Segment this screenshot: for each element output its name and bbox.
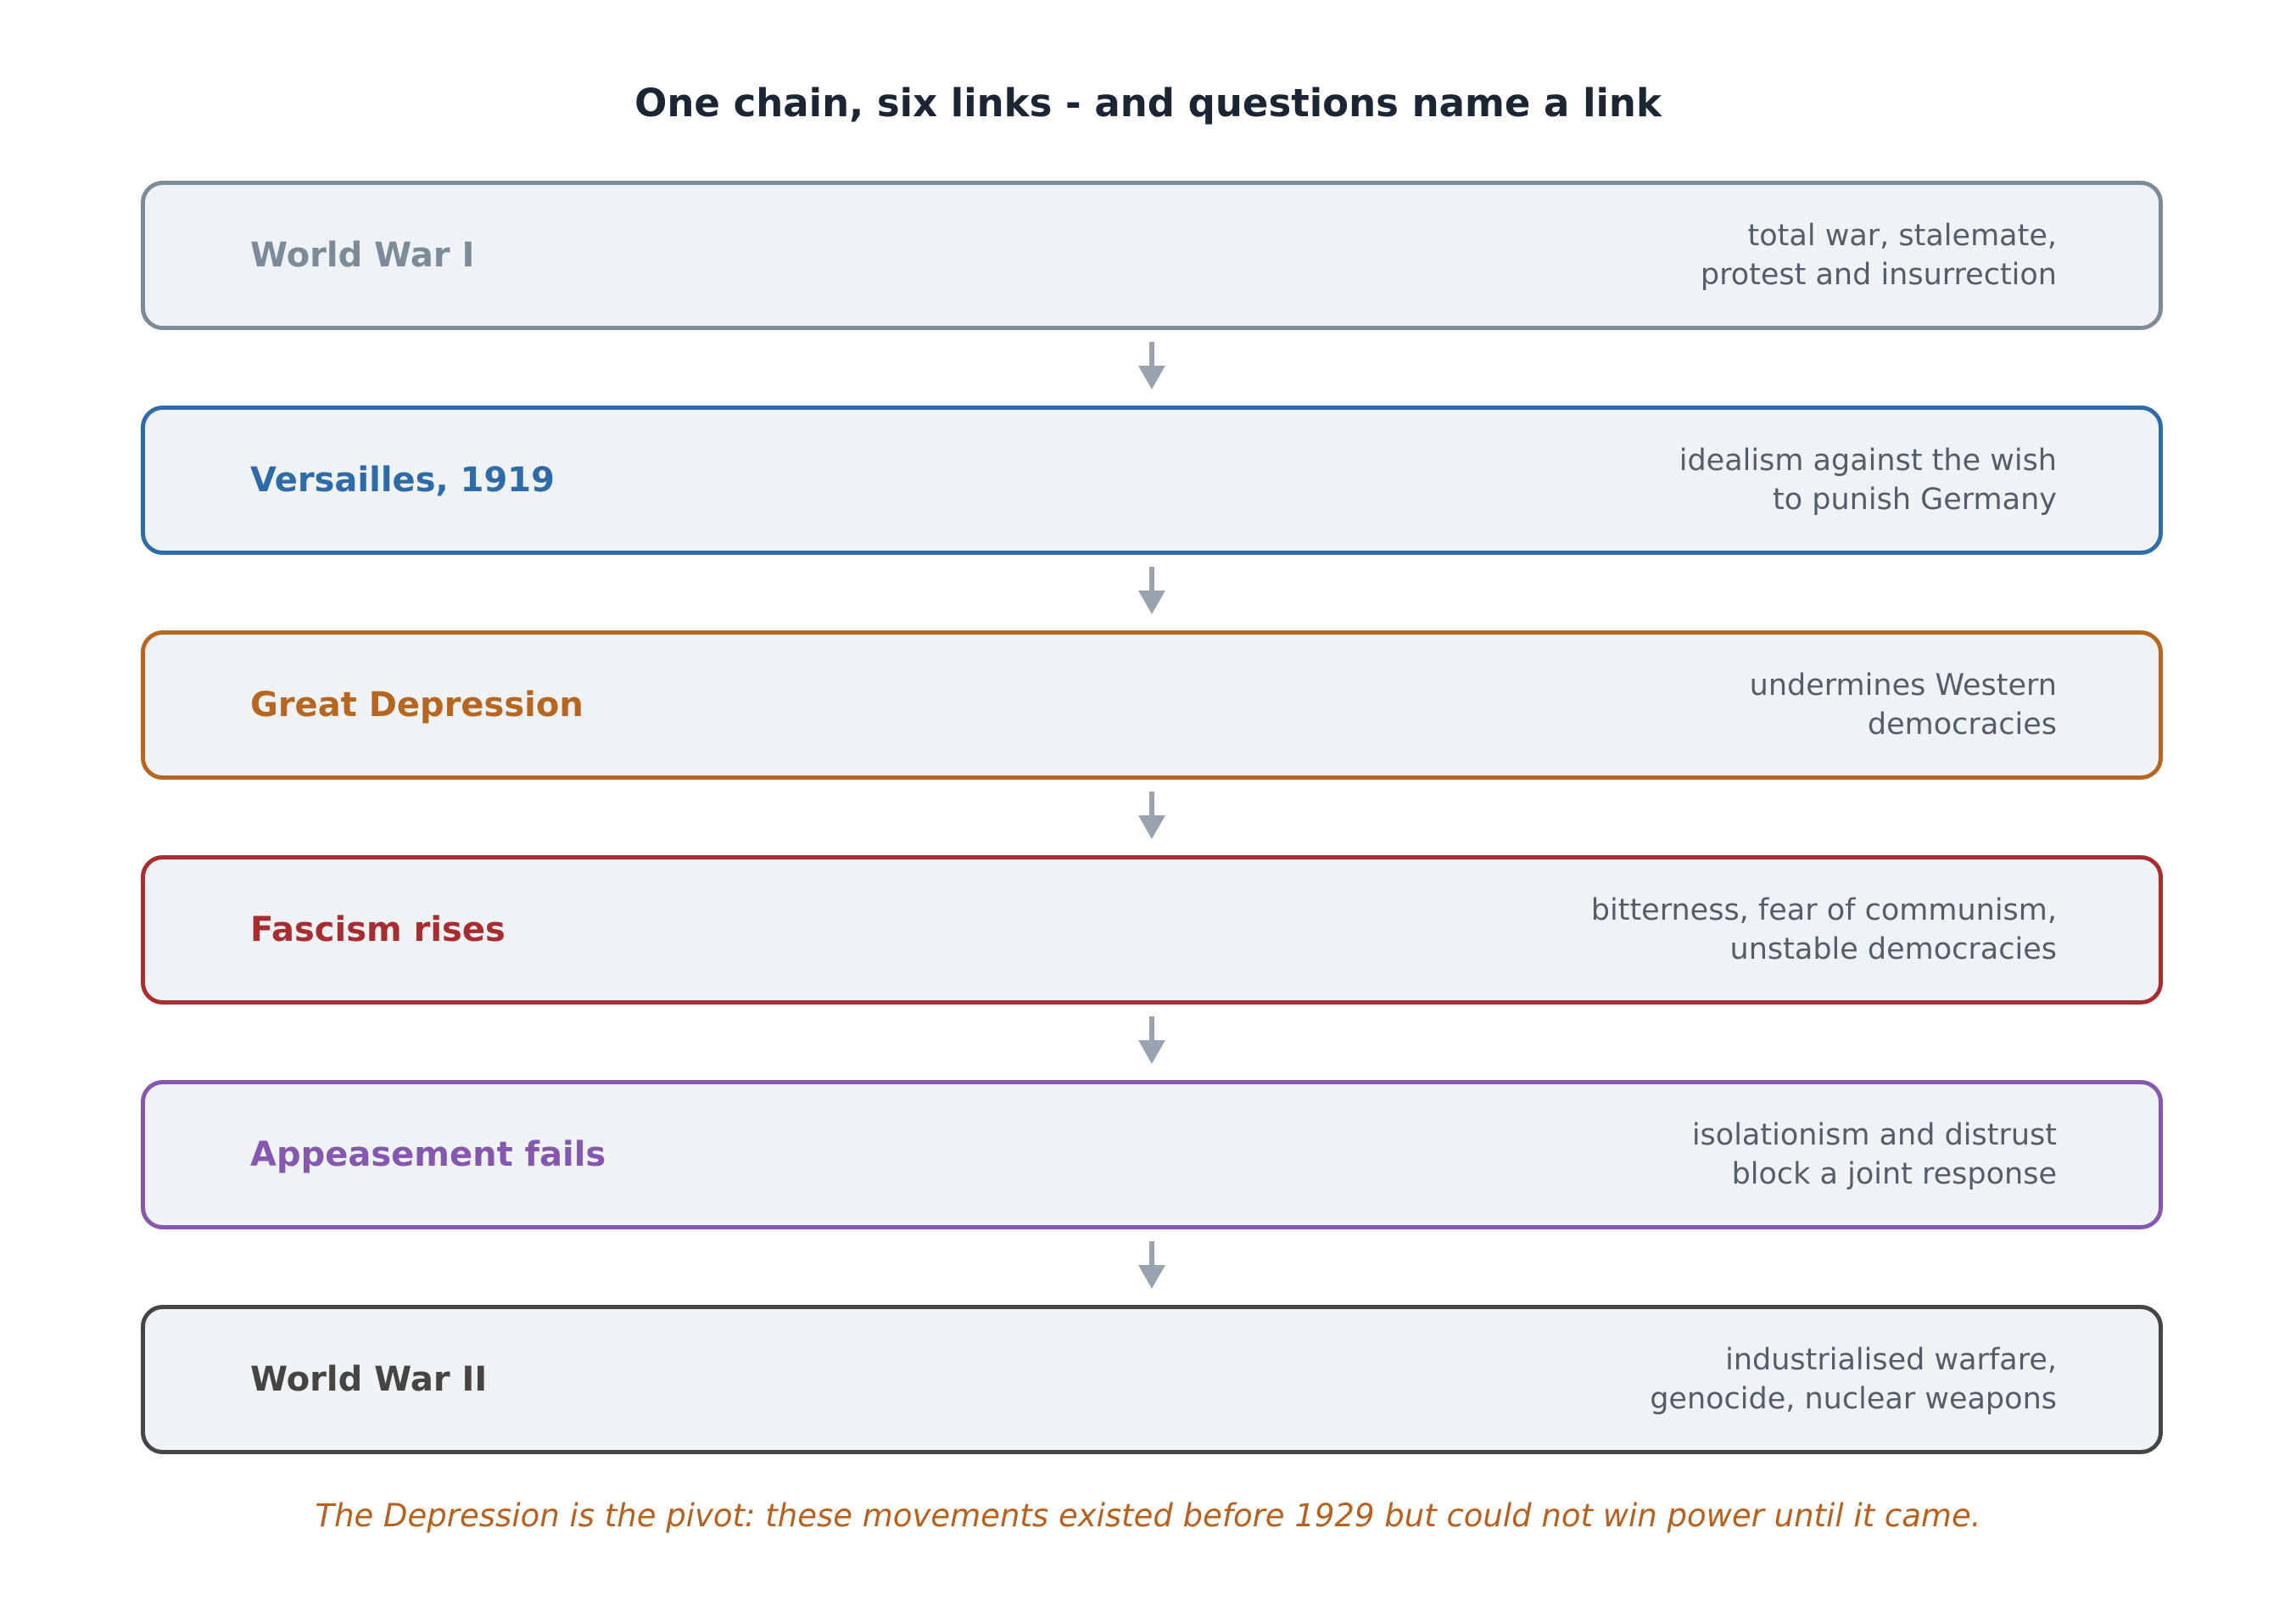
link-title: Appeasement fails xyxy=(250,1135,606,1174)
down-arrow-icon xyxy=(1131,565,1172,616)
link-description xyxy=(1701,185,2057,326)
link-title: World War I xyxy=(250,236,475,275)
link-description-line: industrialised warfare, xyxy=(1725,1343,2057,1377)
down-arrow-icon xyxy=(1131,1240,1172,1290)
link-description-line: to punish Germany xyxy=(1773,483,2057,517)
link-description xyxy=(1692,1084,2057,1225)
link-description-line: undermines Western xyxy=(1749,669,2057,702)
link-description xyxy=(1750,635,2057,775)
link-description xyxy=(1591,859,2057,1000)
link-description-line: bitterness, fear of communism, xyxy=(1590,893,2057,927)
arrow-head xyxy=(1138,1040,1165,1064)
down-arrow-icon xyxy=(1131,790,1172,841)
link-description xyxy=(1679,410,2057,551)
arrow-head xyxy=(1138,1265,1165,1289)
down-arrow-icon xyxy=(1131,340,1172,391)
link-description-line: total war, stalemate, xyxy=(1747,219,2057,253)
arrow-head xyxy=(1138,815,1165,839)
link-description-line: block a joint response xyxy=(1731,1157,2057,1191)
link-description-line: genocide, nuclear weapons xyxy=(1650,1382,2057,1416)
chain-link-world-war-i xyxy=(141,181,2163,330)
chain-link-appeasement-fails xyxy=(141,1080,2163,1229)
link-description-line: isolationism and distrust xyxy=(1691,1118,2057,1152)
link-description-line: idealism against the wish xyxy=(1679,444,2057,478)
link-title: Great Depression xyxy=(250,686,584,725)
link-title: World War II xyxy=(250,1360,488,1399)
link-description xyxy=(1650,1309,2057,1450)
link-description-line: unstable democracies xyxy=(1729,932,2057,966)
diagram-title: One chain, six links - and questions name a link xyxy=(634,81,1662,126)
link-description-line: democracies xyxy=(1867,708,2057,742)
link-title: Fascism rises xyxy=(250,910,506,949)
chain-link-fascism-rises xyxy=(141,855,2163,1005)
link-title: Versailles, 1919 xyxy=(250,461,555,500)
down-arrow-icon xyxy=(1131,1015,1172,1066)
arrow-head xyxy=(1138,591,1165,614)
footnote: The Depression is the pivot: these movements existed before 1929 but could not win power until it came. xyxy=(315,1497,1981,1534)
link-description-line: protest and insurrection xyxy=(1700,258,2057,292)
chain-link-world-war-ii xyxy=(141,1305,2163,1454)
chain-link-versailles xyxy=(141,406,2163,555)
arrow-head xyxy=(1138,366,1165,389)
chain-link-great-depression xyxy=(141,630,2163,780)
